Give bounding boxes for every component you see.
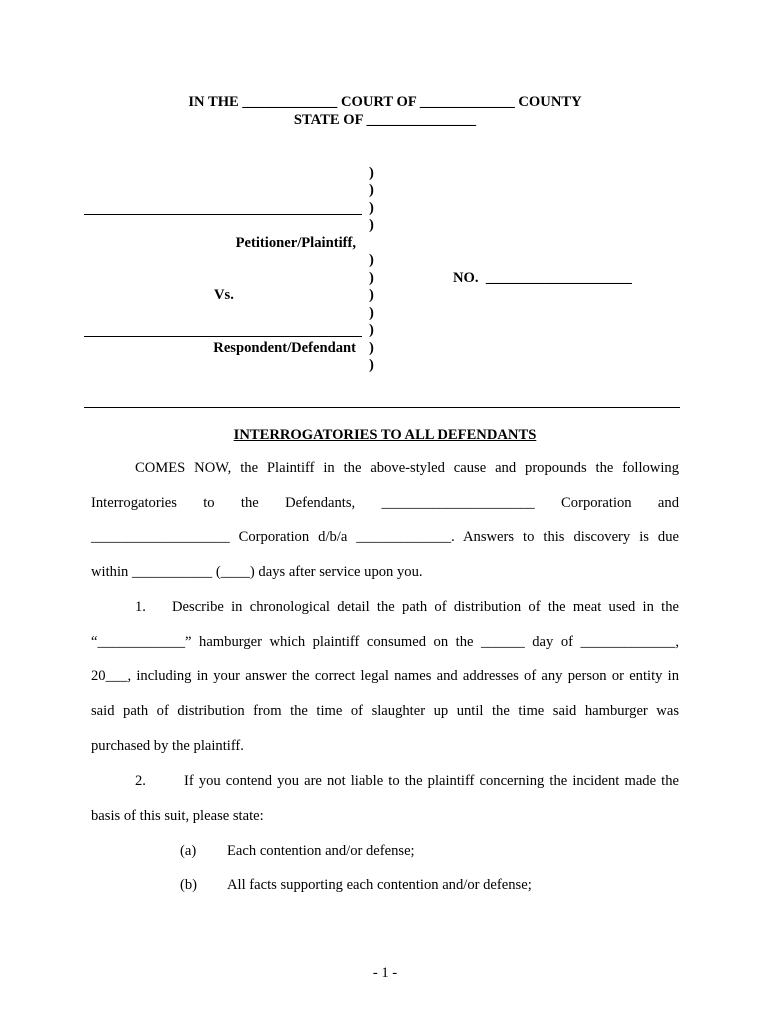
interrogatory-1-number: 1. [135,599,146,615]
caption-paren: ) [369,305,374,321]
interrogatory-1-line-1: Describe in chronological detail the path of distribution of the meat used in the [172,599,679,615]
subitem-b-label: (b) [180,877,198,893]
court-header-line: IN THE _____________ COURT OF _____________ COUNTY [188,94,582,110]
caption-paren: ) [369,357,374,373]
case-number: NO. ____________________ [453,270,632,286]
caption-paren: ) [369,322,374,338]
caption-paren: ) [369,200,374,216]
subitem-a-text: Each contention and/or defense; [227,843,415,859]
caption-paren: ) [369,270,374,286]
respondent-name-line [84,336,362,337]
document-title: INTERROGATORIES TO ALL DEFENDANTS [233,427,537,443]
subitem-b-text: All facts supporting each contention and/or defense; [227,877,532,893]
interrogatory-1-line-2: “____________” hamburger which plaintiff consumed on the ______ day of _____________, [91,634,679,650]
interrogatory-1-line-4: said path of distribution from the time of slaughter up until the time said hamburger was [91,703,679,719]
petitioner-name-line [84,214,362,215]
respondent-label: Respondent/Defendant [213,340,356,356]
caption-paren: ) [369,340,374,356]
caption-paren: ) [369,165,374,181]
caption-paren: ) [369,182,374,198]
caption-paren: ) [369,252,374,268]
petitioner-label: Petitioner/Plaintiff, [235,235,356,251]
subitem-a-label: (a) [180,843,197,859]
intro-line-1: COMES NOW, the Plaintiff in the above-styled cause and propounds the following [135,460,679,476]
versus-label: Vs. [214,287,234,303]
page-number: - 1 - [372,965,398,981]
caption-paren: ) [369,217,374,233]
interrogatory-2-line-1: If you contend you are not liable to the plaintiff concerning the incident made the [184,773,679,789]
caption-paren: ) [369,287,374,303]
interrogatory-2-line-2: basis of this suit, please state: [91,808,264,824]
interrogatory-2-number: 2. [135,773,146,789]
interrogatory-1-line-3: 20___, including in your answer the correct legal names and addresses of any person or entity in [91,668,679,684]
state-header-line: STATE OF _______________ [293,112,477,128]
interrogatory-1-line-5: purchased by the plaintiff. [91,738,244,754]
intro-line-4: within ___________ (____) days after service upon you. [91,564,423,580]
intro-line-3: ___________________ Corporation d/b/a _____________. Answers to this discovery is due [91,529,679,545]
caption-divider [84,407,680,408]
intro-line-2: Interrogatories to the Defendants, _____________________ Corporation and [91,495,679,511]
